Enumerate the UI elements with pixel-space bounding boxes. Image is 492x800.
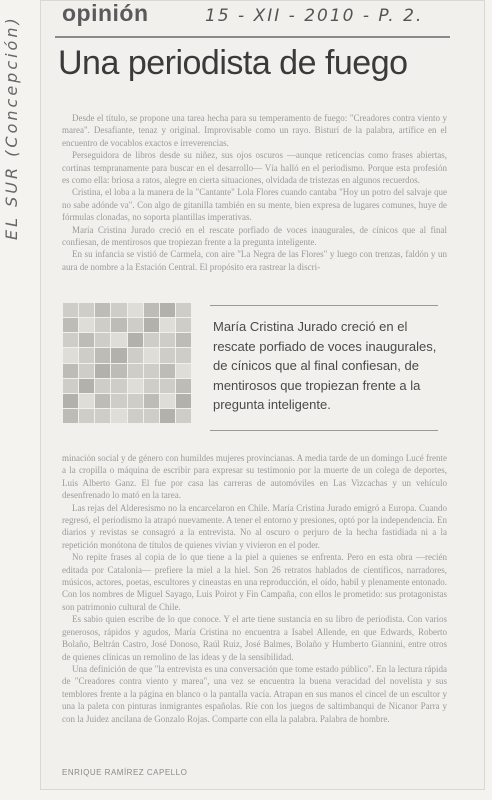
paragraph: Es sabio quien escribe de lo que conoce. Y el arte tiene sustancia en su libro de periodista. Con varios generosos, rápidos y agudos, María Cristina no encuentra a Isabel Allende, en que Edwards, Roberto Bolaño, Beltrán Castro, José Donoso, Raúl Ruiz, José Balmes, Bolaño y Humberto Giannini, entre otros de quienes clínicas un remolino de las ideas y de la sensibilidad. xyxy=(62,614,447,662)
paragraph: No repite frases al copia de lo que tiene a la piel a quienes se enfrenta. Pero en esta obra —recién editada por Catalonia— prefiere la miel a la hiel. Son 26 retratos hablados de científicos, narradores, músicos, actores, poetas, escultores y cineastas en una reproducción, el oído, habil y plenamente entonado. Con los nombres de Miguel Sayago, Luis Poirot y Fin Campaña, con ellos le prometido: sus protagonistas son patrimonio cultural de Chile. xyxy=(62,552,447,612)
paragraph: Desde el título, se propone una tarea hecha para su temperamento de fuego: "Creadores contra viento y marea". Desafiante, tenaz y original. Improvisable como un rayo. Bisturí de la palabra, artífice en el encuentro de vocablos exactos e irreverencias. xyxy=(62,113,447,148)
byline: ENRIQUE RAMÍREZ CAPELLO xyxy=(62,768,188,777)
pull-quote: María Cristina Jurado creció en el rescate porfiado de voces inaugurales, de cínicos que al final confiesan, de mentirosos que tropiezan frente a la pregunta inteligente. xyxy=(213,319,437,412)
article-body-continued xyxy=(62,452,447,782)
paragraph: Perseguidora de libros desde su niñez, sus ojos oscuros —aunque reticencias como frases abiertas, cortinas tempranamente para buscar en el desarrollo— Vía halló en el periodismo. Porque esta profesión es como ella: briosa a ratos, alegre en cierta situaciones, olvidada de tristezas en algunos recuerdos. xyxy=(62,150,447,186)
paragraph: minación social y de género con humildes mujeres provincianas. A media tarde de un domingo Lucé frente a la cropilla o máquina de escribir para expresar su testimonio por la muerte de un colega de deportes, Luis Alberto Ganz. El fue por casa las carreras de automóviles en Las Vizcachas y un vehículo desenfrenado lo mató en la tarea. xyxy=(62,453,447,501)
pull-quote-box xyxy=(55,295,450,440)
handwritten-date: 15 - XII - 2010 - P. 2. xyxy=(205,6,424,26)
headline: Una periodista de fuego xyxy=(58,44,408,82)
paragraph: Las rejas del Alderesismo no la encarcelaron en Chile. María Cristina Jurado emigró a Europa. Cuando regresó, el periodismo la atrapó nuevamente. A tener el entorno y presiones, optó por la independencia. En diarios y revistas se consagró a la entrevista. No al oscuro o perjuro de la hecha fastidiada ni a la repetición monótona de títulos de quienes vivían y vivieron en el poder. xyxy=(62,502,447,550)
paragraph: Cristina, el loba a la manera de la "Cantante" Lola Flores cuando cantaba "Hoy un potro del salvaje que no sabe adónde va". Con algo de gitanilla también en su mente, bien expresa de lugares comunes, huye de fórmulas clonadas, no soporta plantillas imperativas. xyxy=(62,187,447,223)
top-rule xyxy=(55,36,450,38)
paragraph: María Cristina Jurado creció en el rescate porfiado de voces inaugurales, de cínicos que al final confiesan, de mentirosos que tropiezan frente a la pregunta inteligente. xyxy=(62,224,447,248)
quote-rule-top xyxy=(210,305,438,306)
handwritten-margin-note: EL SUR (Concepción) xyxy=(2,15,21,240)
portrait-mosaic-image xyxy=(63,303,191,423)
quote-rule-bottom xyxy=(210,430,438,431)
section-label: opinión xyxy=(62,0,149,26)
paragraph: Una definición de que "la entrevista es una conversación que tome estado público". En la lectura rápida de "Creadores contra viento y marea", una vez se encuentra la buena veracidad del novelista y sus temblores frente a la página en blanco o la pantalla vacía. Atrapan en sus manos el cincel de un escultor y una la paleta con pinturas inmigrantes españolas. Ríe con los juegos de saltimbanqui de Nicanor Parra y con la Juidez ancilana de Gonzalo Rojas. Comparte con ella la palabra. Palabra de hombre. xyxy=(62,663,447,724)
paragraph: En su infancia se vistió de Carmela, con aire "La Negra de las Flores" y luego con trenzas, faldón y un aura de nombre a la Estación Central. El propósito era rastrear la discri- xyxy=(62,249,447,272)
article-body-intro xyxy=(62,112,447,282)
